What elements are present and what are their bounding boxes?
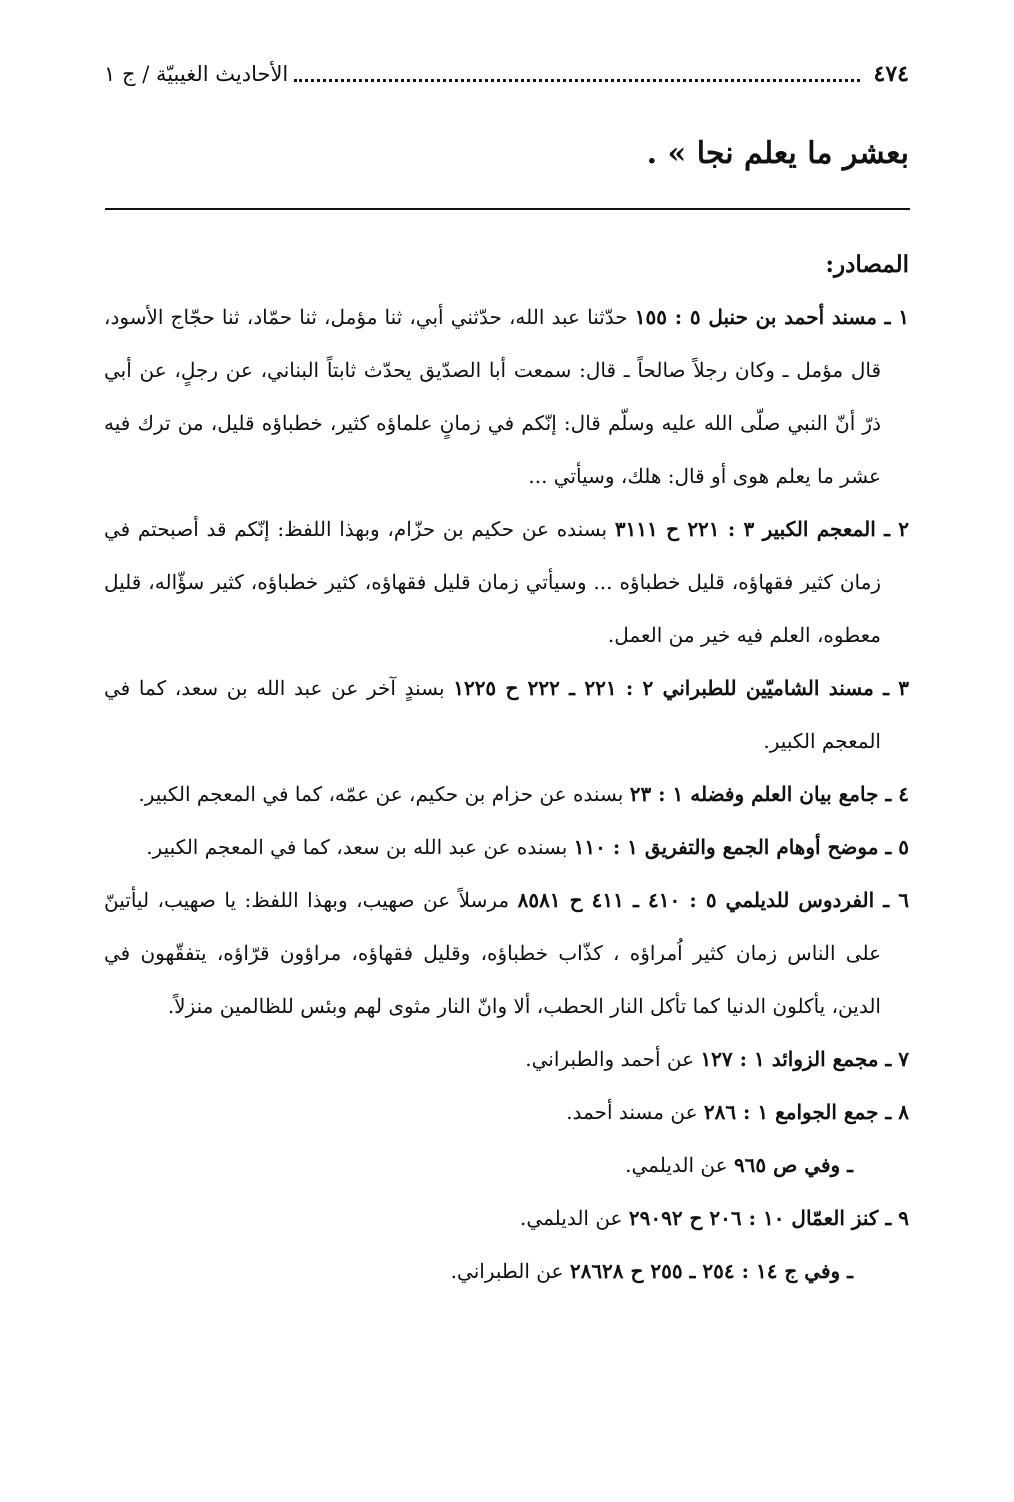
source-title: ٩ ـ كنز العمّال ١٠ : ٢٠٦ ح ٢٩٠٩٢	[628, 1206, 909, 1230]
source-text: عن الديلمي.	[520, 1206, 629, 1230]
sources-list	[104, 291, 909, 1298]
source-text: عن الديلمي.	[625, 1153, 734, 1177]
source-text: مرسلاً عن صهيب، وبهذا اللفظ: يا صهيب، ليأتينّ على الناس زمان كثير اُمراؤه ، كذّاب خطباؤه، وقليل فقهاؤه، مراؤون قرّاؤه، يتفقّهون في الدين، يأكلون الدنيا كما تأكل النار الحطب، ألا وانّ النار مثوى لهم وبئس للظالمين منزلاً.	[104, 888, 881, 1018]
source-text: بسنده عن عبد الله بن سعد، كما في المعجم الكبير.	[146, 835, 574, 859]
source-entry	[104, 1192, 909, 1245]
source-title: ٧ ـ مجمع الزوائد ١ : ١٢٧	[700, 1047, 909, 1071]
source-text: حدّثنا عبد الله، حدّثني أبي، ثنا مؤمل، ثنا حمّاد، ثنا حجّاج الأسود، قال مؤمل ـ وكان رجلاً صالحاً ـ قال: سمعت أبا الصدّيق يحدّث ثابتاً البناني، عن رجلٍ، عن أبي ذرّ أنّ النبي صلّى الله عليه وسلّم قال: إنّكم في زمانٍ علماؤه كثير، خطباؤه قليل، من ترك فيه عشر ما يعلم هوى أو قال: هلك، وسيأتي ...	[104, 305, 881, 488]
source-entry	[104, 768, 909, 821]
source-entry	[104, 821, 909, 874]
source-entry	[104, 1086, 909, 1139]
source-title: ٦ ـ الفردوس للديلمي ٥ : ٤١٠ ـ ٤١١ ح ٨٥٨١	[517, 888, 910, 912]
source-entry	[104, 291, 909, 503]
source-title: ٤ ـ جامع بيان العلم وفضله ١ : ٢٣	[629, 782, 909, 806]
running-title: الأحاديث الغيبيّة / ج ١	[104, 62, 289, 86]
source-title: ٢ ـ المعجم الكبير ٣ : ٢٢١ ح ٣١١١	[614, 517, 910, 541]
source-title: ـ وفي ص ٩٦٥	[733, 1153, 853, 1177]
source-text: عن الطبراني.	[450, 1259, 570, 1283]
source-entry	[104, 1033, 909, 1086]
source-title: ـ وفي ج ١٤ : ٢٥٤ ـ ٢٥٥ ح ٢٨٦٢٨	[569, 1259, 853, 1283]
source-title: ٨ ـ جمع الجوامع ١ : ٢٨٦	[703, 1100, 909, 1124]
source-entry	[104, 874, 909, 1033]
source-subentry	[104, 1139, 909, 1192]
leader-dots	[294, 79, 859, 82]
source-text: عن أحمد والطبراني.	[525, 1047, 701, 1071]
source-text: بسندٍ آخر عن عبد الله بن سعد، كما في المعجم الكبير.	[104, 676, 881, 753]
sources-heading: المصادر:	[825, 251, 909, 278]
source-title: ٣ ـ مسند الشاميّين للطبراني ٢ : ٢٢١ ـ ٢٢٢ ح ١٢٢٥	[453, 676, 909, 700]
source-subentry	[104, 1245, 909, 1298]
source-entry	[104, 662, 909, 768]
continuation-text: بعشر ما يعلم نجا » .	[646, 136, 909, 171]
page-number: ٤٧٤	[873, 61, 909, 87]
source-text: عن مسند أحمد.	[566, 1100, 704, 1124]
source-text: بسنده عن حكيم بن حزّام، وبهذا اللفظ: إنّكم قد أصبحتم في زمان كثير فقهاؤه، قليل خطباؤه ... وسيأتي زمان قليل فقهاؤه، كثير خطباؤه، كثير سؤّاله، قليل معطوه، العلم فيه خير من العمل.	[104, 517, 881, 647]
source-title: ١ ـ مسند أحمد بن حنبل ٥ : ١٥٥	[634, 305, 910, 329]
source-entry	[104, 503, 909, 662]
source-title: ٥ ـ موضح أوهام الجمع والتفريق ١ : ١١٠	[573, 835, 909, 859]
source-text: بسنده عن حزام بن حكيم، عن عمّه، كما في المعجم الكبير.	[138, 782, 630, 806]
running-header	[104, 54, 909, 94]
footnote-separator	[105, 208, 910, 210]
sources-section	[104, 238, 909, 1298]
